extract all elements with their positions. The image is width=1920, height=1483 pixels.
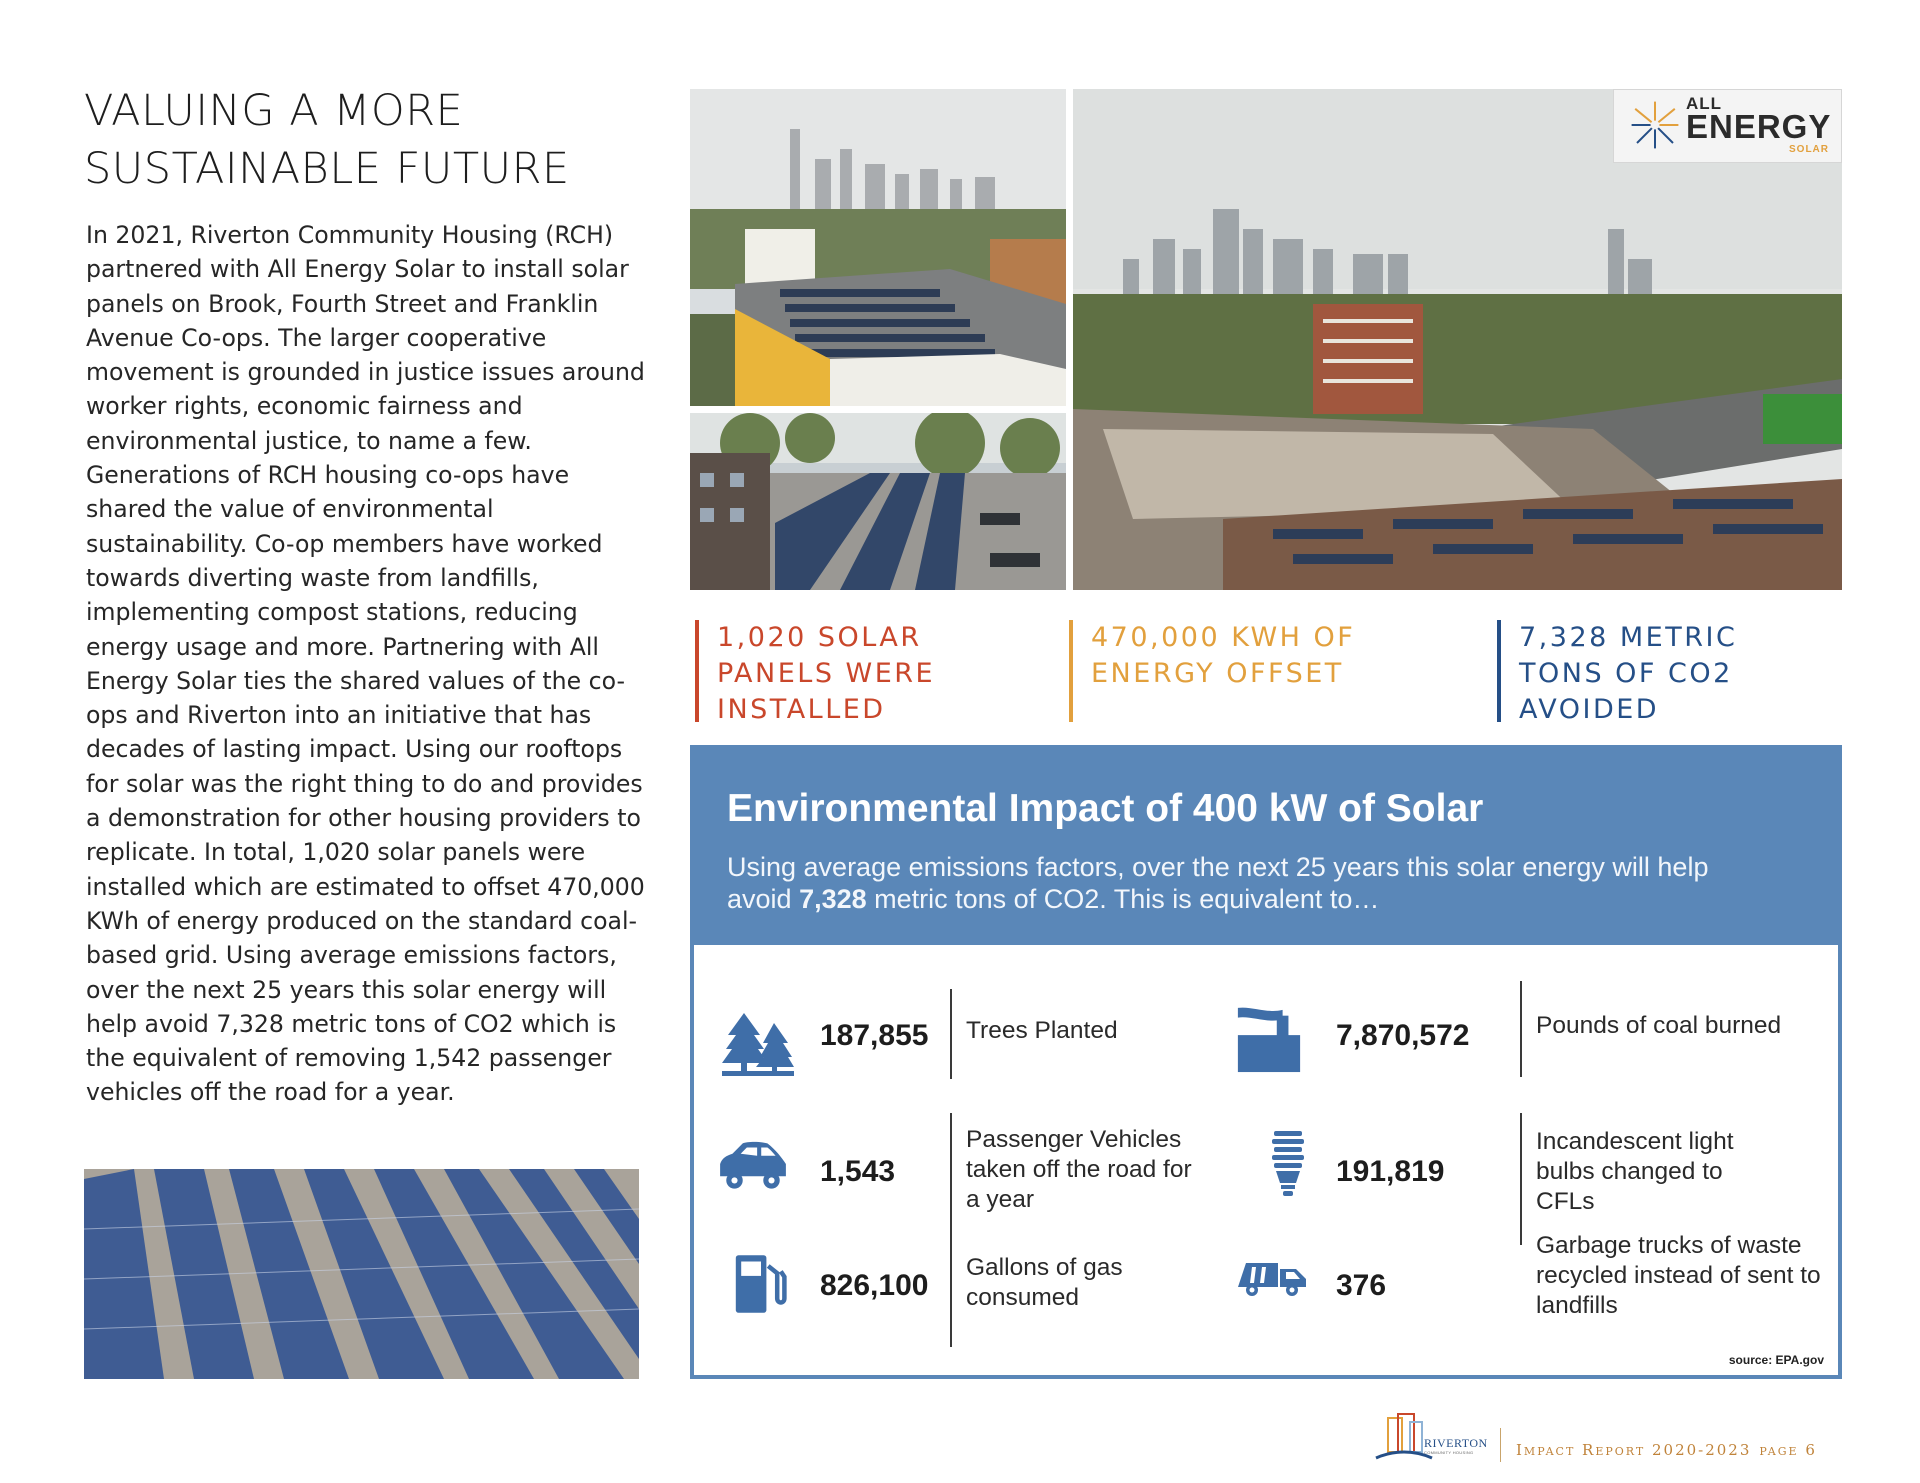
coal-label: Pounds of coal burned (1536, 1012, 1782, 1039)
trees-separator (950, 989, 952, 1079)
logo-text-energy: ENERGY (1686, 108, 1832, 145)
impact-header (694, 749, 1838, 945)
gas-separator (950, 1239, 952, 1347)
stat-co2-avoided: 7,328 METRIC TONS OF CO2 AVOIDED (1497, 620, 1827, 722)
coal-value: 7,870,572 (1336, 1019, 1470, 1052)
bulbs-separator (1520, 1113, 1522, 1245)
gas-pump-icon (734, 1251, 788, 1317)
footer-report-title: Impact Report 2020-2023 (1516, 1441, 1752, 1459)
gas-value: 826,100 (820, 1269, 929, 1302)
footer-report-label (1516, 1441, 1817, 1459)
impact-subtitle-end: metric tons of CO2. This is equivalent to… (866, 884, 1380, 914)
trees-value: 187,855 (820, 1019, 929, 1052)
car-icon (716, 1139, 790, 1191)
coal-separator (1520, 981, 1522, 1077)
impact-title: Environmental Impact of 400 kW of Solar (727, 787, 1484, 830)
impact-subtitle-bold: 7,328 (799, 884, 867, 914)
rooftop-city-photo (690, 89, 1066, 406)
title-line-2: SUSTAINABLE FUTURE (84, 144, 570, 194)
bulbs-label: Incandescent light bulbs changed to CFLs (1536, 1128, 1734, 1215)
article-body: In 2021, Riverton Community Housing (RCH) partnered with All Energy Solar to install solar panels on Brook, Fourth Street and Franklin Avenue Co-ops. The larger cooperative movement is grounded in justice issues around worker rights, economic fairness and environmental justice, to name a few. Generations of RCH housing co-ops have shared the value of environmental sustainability. Co-op members have worked towards diverting waste from landfills, implementing compost stations, reducing energy usage and more. Partnering with All Energy Solar ties the shared values of the co-ops and Riverton into an initiative that has decades of lasting impact. Using our rooftops for solar was the right thing to do and provides a demonstration for other housing providers to replicate. In total, 1,020 solar panels were installed which are estimated to offset 470,000 KWh of energy produced on the standard coal-based grid. Using average emissions factors, over the next 25 years this solar energy will help avoid 7,328 metric tons of CO2 which is the equivalent of removing 1,542 passenger vehicles off the road for a year. (86, 221, 645, 1107)
riverton-logo (1374, 1412, 1524, 1464)
bulbs-value: 191,819 (1336, 1155, 1445, 1188)
vehicles-separator (950, 1113, 952, 1245)
title-line-1: VALUING A MORE (84, 86, 464, 136)
stat-energy-offset: 470,000 KWH OF ENERGY OFFSET (1069, 620, 1399, 722)
impact-subtitle (727, 851, 1727, 915)
riverton-subtitle: COMMUNITY HOUSING (1424, 1450, 1474, 1455)
solar-panels-photo (84, 1169, 639, 1379)
trucks-value: 376 (1336, 1269, 1387, 1302)
source-note: source: EPA.gov (1728, 1353, 1824, 1367)
trees-icon (722, 1009, 794, 1077)
stat-panels-installed: 1,020 SOLAR PANELS WERE INSTALLED (695, 620, 1025, 722)
footer-divider (1500, 1428, 1501, 1462)
rooftop-panels-photo (690, 413, 1066, 590)
all-energy-solar-logo (1613, 89, 1842, 163)
aerial-city-photo (1073, 89, 1842, 590)
impact-subtitle-start: Using average emissions factors, over the next 25 years this solar energy will help avoid (727, 852, 1709, 914)
trees-label: Trees Planted (966, 1017, 1118, 1044)
factory-icon (1234, 999, 1304, 1079)
vehicles-value: 1,543 (820, 1155, 896, 1188)
logo-text-all: ALL (1686, 94, 1723, 113)
garbage-truck-icon (1234, 1257, 1310, 1297)
footer-page-number: page 6 (1759, 1441, 1817, 1459)
cfl-bulb-icon (1268, 1129, 1308, 1199)
gas-label: Gallons of gas consumed (966, 1254, 1123, 1311)
sunburst-logo-icon (1628, 98, 1682, 152)
trucks-label: Garbage trucks of waste recycled instead of sent to landfills (1536, 1232, 1821, 1319)
logo-text-solar: SOLAR (1789, 144, 1829, 155)
page-title (84, 82, 644, 198)
riverton-name: RIVERTON (1424, 1436, 1488, 1450)
environmental-impact-panel (690, 745, 1842, 1379)
vehicles-label: Passenger Vehicles taken off the road for a year (966, 1126, 1192, 1213)
